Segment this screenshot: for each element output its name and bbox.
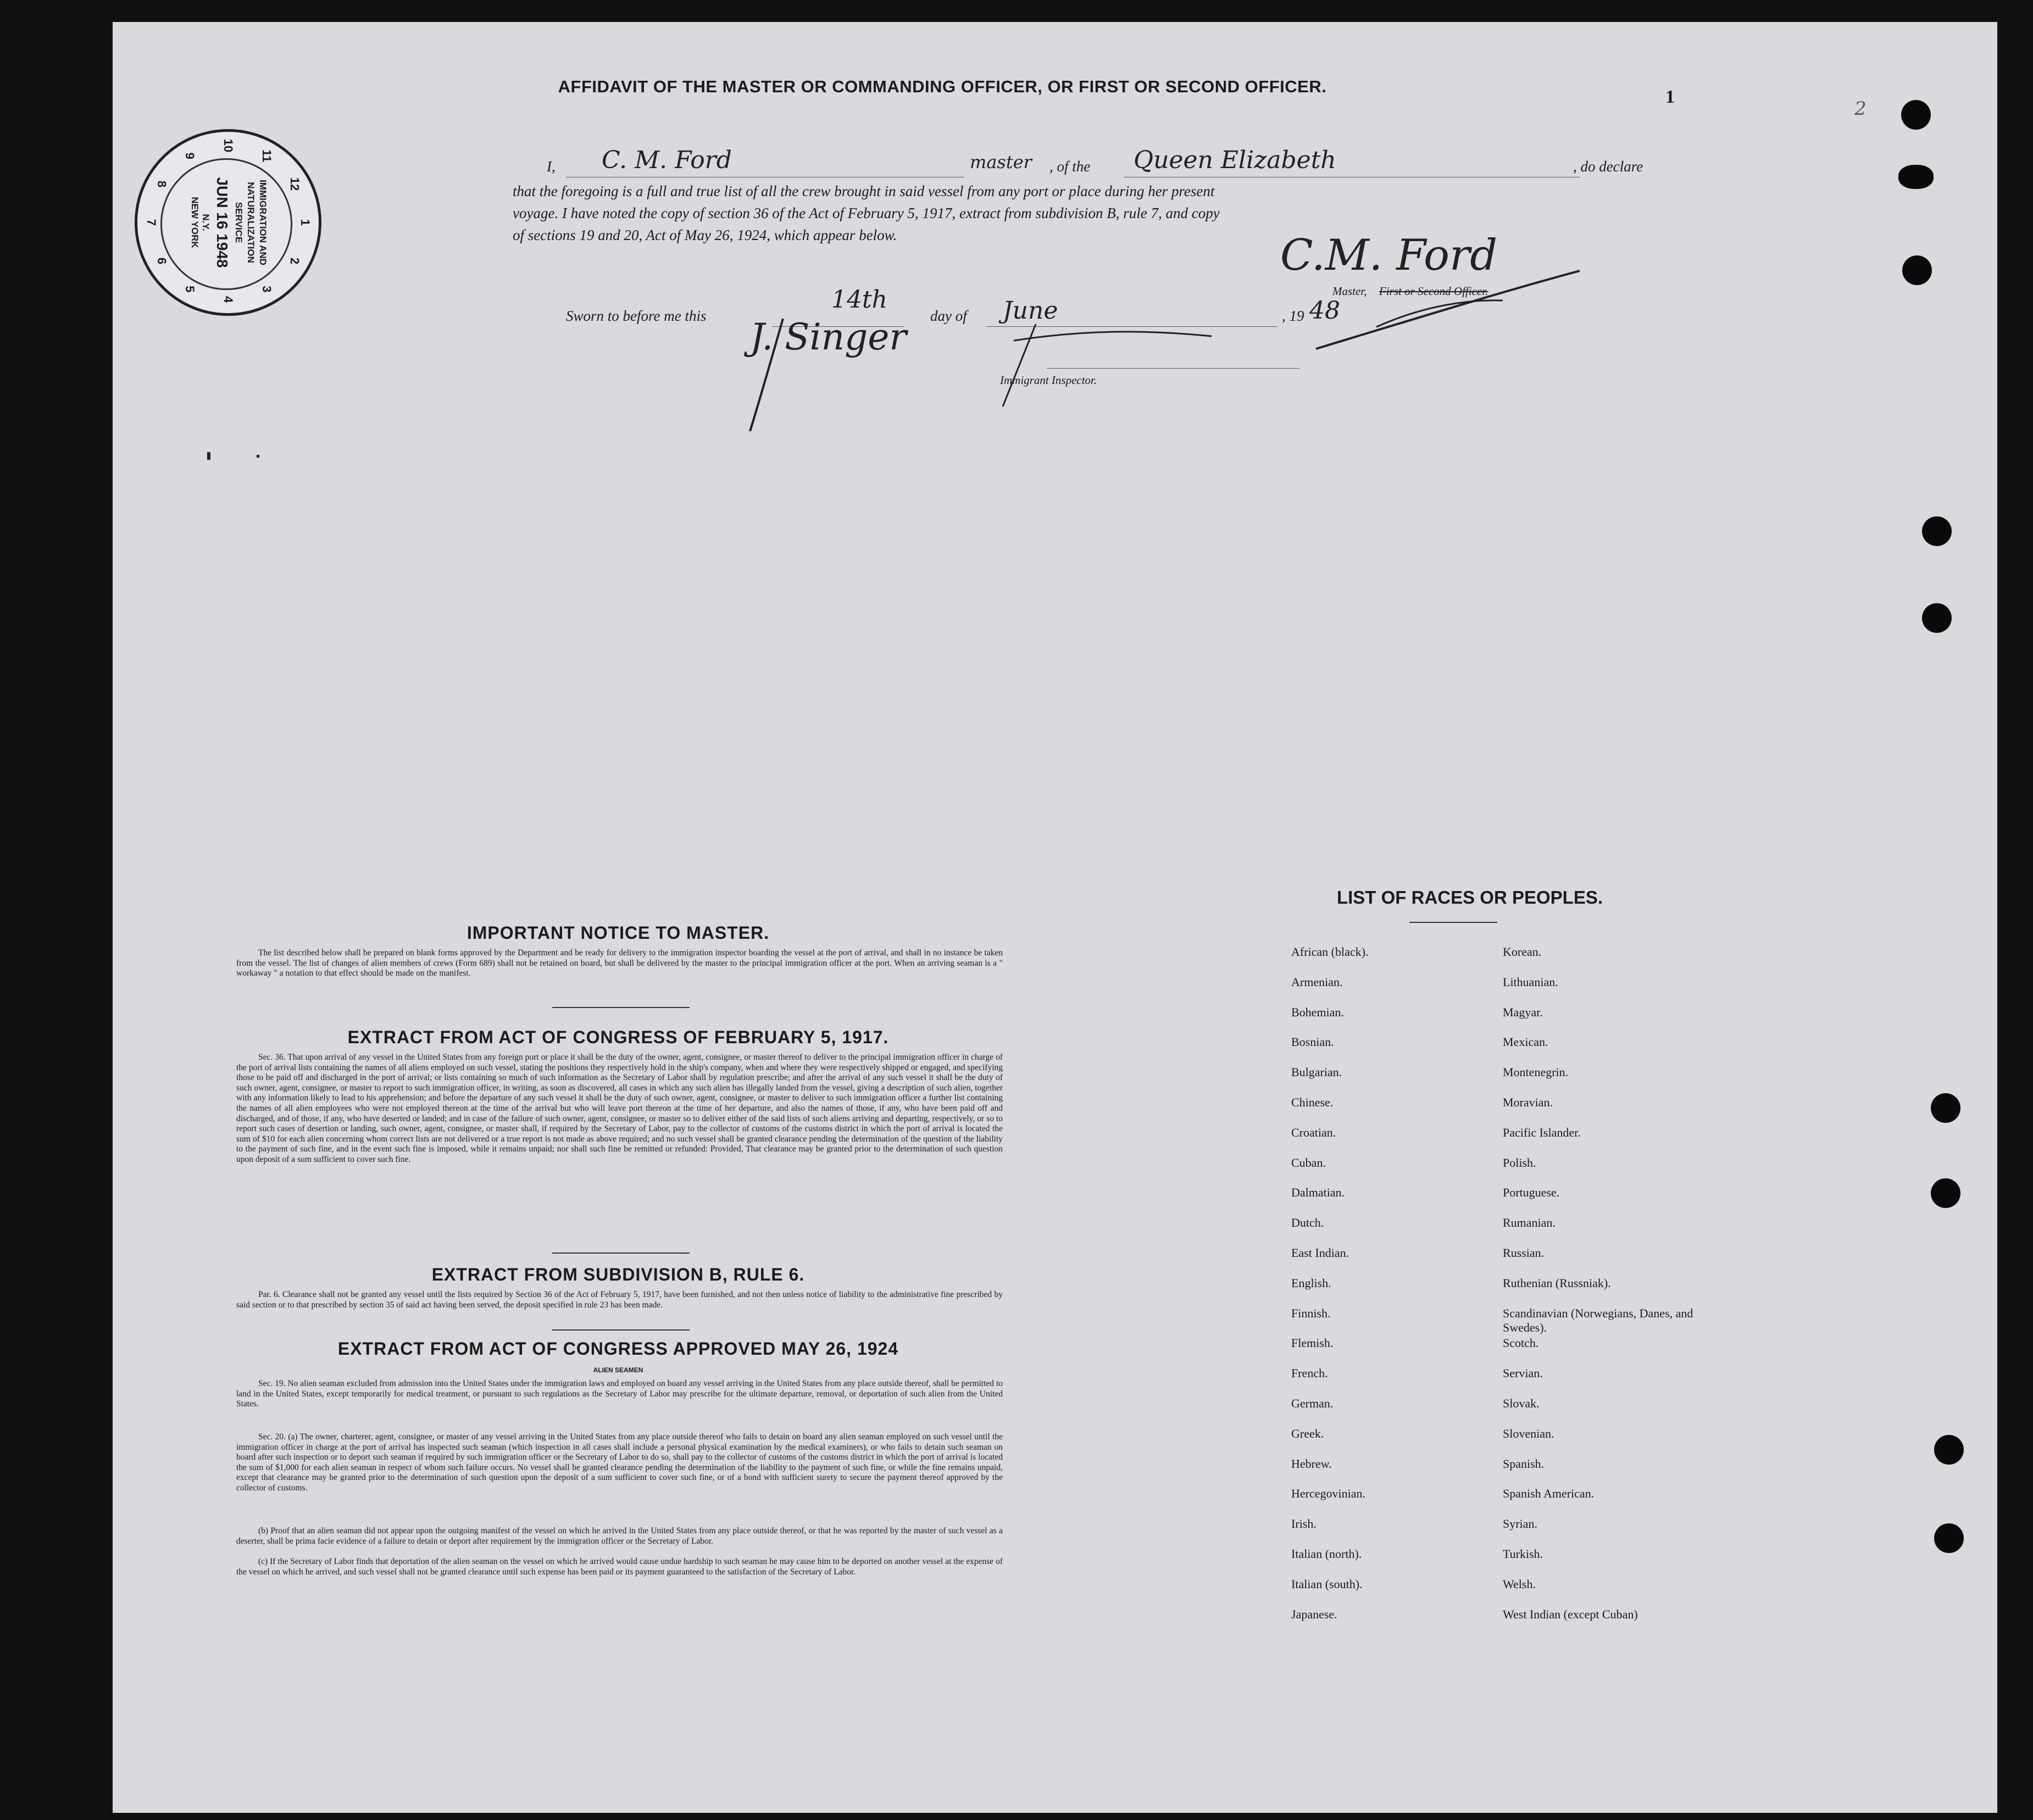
race-item: West Indian (except Cuban) xyxy=(1503,1607,1638,1621)
race-item: Rumanian. xyxy=(1503,1216,1556,1230)
document-page xyxy=(113,22,1997,1813)
race-item: Korean. xyxy=(1503,945,1542,959)
stamp-ring-number: 1 xyxy=(298,219,312,226)
race-item: Cuban. xyxy=(1291,1155,1326,1170)
stray-dot xyxy=(207,452,210,460)
stamp-line3: SERVICE xyxy=(234,202,244,243)
race-item: English. xyxy=(1291,1276,1331,1290)
punch-hole xyxy=(1898,165,1934,189)
stamp-ring-number: 12 xyxy=(288,177,302,191)
punch-hole xyxy=(1922,603,1952,633)
year-written: 48 xyxy=(1309,297,1340,325)
stamp-line5: NEW YORK xyxy=(190,197,200,248)
race-item: Syrian. xyxy=(1503,1517,1537,1531)
stamp-ring-number: 4 xyxy=(221,296,235,303)
inspector-caption: Immigrant Inspector. xyxy=(1000,374,1097,387)
stamp-ring-number: 5 xyxy=(183,286,197,293)
signature-caption-prefix: Master, xyxy=(1332,285,1367,298)
stamp-ring-number: 7 xyxy=(145,219,158,226)
notice-body: The list described below shall be prepared on blank forms approved by the Department and be ready for delivery to the immigration inspector boarding the vessel at the port of arrival, and shall in no instance be taken from the vessel. The list of changes of alien members of crews (Form 689) shall not be retained on board, but shall be delivered by the master to the principal immigration officer at the port. When an arriving seaman is a " workaway " a notation to that effect should be made on the manifest. xyxy=(236,948,1003,978)
extract3-subtitle: ALIEN SEAMEN xyxy=(593,1366,643,1374)
punch-hole xyxy=(1922,516,1952,546)
punch-hole xyxy=(1931,1093,1960,1123)
stamp-ring-number: 10 xyxy=(221,138,235,153)
race-item: Montenegrin. xyxy=(1503,1065,1569,1079)
extract1-title: EXTRACT FROM ACT OF CONGRESS OF FEBRUARY 5, 1917. xyxy=(347,1027,889,1047)
race-item: Bohemian. xyxy=(1291,1005,1344,1019)
notice-title: IMPORTANT NOTICE TO MASTER. xyxy=(466,923,770,943)
do-declare: , do declare xyxy=(1573,158,1643,175)
race-item: Mexican. xyxy=(1503,1035,1548,1049)
race-item: Japanese. xyxy=(1291,1607,1337,1621)
inspector-signature: J. Singer xyxy=(750,316,907,358)
race-item: Bulgarian. xyxy=(1291,1065,1342,1079)
race-item: Croatian. xyxy=(1291,1125,1336,1139)
punch-hole xyxy=(1931,1178,1960,1208)
divider xyxy=(552,1007,690,1008)
race-item: East Indian. xyxy=(1291,1246,1349,1260)
race-item: French. xyxy=(1291,1366,1328,1381)
race-item: Slovak. xyxy=(1503,1396,1540,1410)
signature-caption-struck: First or Second Officer. xyxy=(1379,285,1488,298)
corner-mark: 2 xyxy=(1854,98,1867,120)
affidavit-title: AFFIDAVIT OF THE MASTER OR COMMANDING OFFICER, OR FIRST OR SECOND OFFICER. xyxy=(558,77,1327,96)
race-item: Scandinavian (Norwegians, Danes, and Swedes). xyxy=(1503,1306,1693,1334)
race-item: Turkish. xyxy=(1503,1547,1543,1561)
race-item: Scotch. xyxy=(1503,1336,1539,1350)
immigration-stamp xyxy=(135,129,321,316)
affidavit-line3: voyage. I have noted the copy of section 36 of the Act of February 5, 1917, extract from subdivision B, rule 7, and copy xyxy=(513,205,1220,221)
master-signature: C.M. Ford xyxy=(1280,231,1498,280)
master-name: C. M. Ford xyxy=(602,146,732,174)
stamp-ring-number: 11 xyxy=(260,149,274,163)
race-item: Italian (south). xyxy=(1291,1577,1363,1591)
stamp-line4: N.Y. xyxy=(201,214,211,231)
stamp-line2: NATURALIZATION xyxy=(246,182,256,263)
extract3-sec20a: Sec. 20. (a) The owner, charterer, agent, consignee, or master of any vessel arriving in the United States from any place outside thereof who fails to detain on board any alien seaman employed on such vessel until the immigration officer in charge at the port of arrival has inspected such seaman (which inspection in all cases shall include a personal physical examination by the medical examiners), or who fails to detain such seaman on board after such inspection or to deport such seaman if required by such immigration officer or the Secretary of Labor to do so, shall pay to the collector of customs of the customs district in which the port of arrival is located the sum of $1,000 for each alien seaman in respect of whom such failure occurs. No vessel shall be granted clearance pending the determination of the liability to the payment of such fine, or while the fine remains unpaid, except that clearance may be granted prior to the determination of such question upon the deposit of a sum sufficient to cover such fine, or of a bond with sufficient surety to secure the payment thereof approved by the collector of customs. xyxy=(236,1432,1003,1493)
race-item: Dutch. xyxy=(1291,1216,1324,1230)
stray-dot xyxy=(257,455,259,458)
race-item: Moravian. xyxy=(1503,1095,1553,1109)
year-prefix: , 19 xyxy=(1282,308,1304,324)
stamp-ring-number: 3 xyxy=(260,286,274,293)
race-item: Spanish American. xyxy=(1503,1487,1595,1501)
extract3-sec20c: (c) If the Secretary of Labor finds that deportation of the alien seaman on the vessel on which he arrived would cause undue hardship to such seaman he may cause him to be deported on another vessel at the expense of the vessel on which he arrived, and such vessel shall not be granted clearance until such expense has been paid or its payment guaranteed to the satisfaction of the Secretary of Labor. xyxy=(236,1557,1003,1577)
race-item: Portuguese. xyxy=(1503,1185,1560,1200)
intro-i: I, xyxy=(547,158,556,175)
race-item: Welsh. xyxy=(1503,1577,1536,1591)
stamp-ring-number: 2 xyxy=(288,257,302,265)
signature-flourish xyxy=(1305,266,1585,354)
sworn-prefix: Sworn to before me this xyxy=(566,308,707,324)
stamp-line1: IMMIGRATION AND xyxy=(258,180,268,265)
rank-written: master xyxy=(970,152,1032,172)
race-item: Slovenian. xyxy=(1503,1426,1554,1440)
stamp-ring-number: 8 xyxy=(154,180,169,188)
race-item: Lithuanian. xyxy=(1503,975,1558,989)
race-item: Pacific Islander. xyxy=(1503,1125,1581,1139)
extract2-body: Par. 6. Clearance shall not be granted any vessel until the lists required by Section 36 of the Act of February 5, 1917, have been furnished, and not then unless notice of liability to the administrative fine prescribed by said section or to that prescribed by section 35 of said act having been served, the deposit specified in rule 23 has been made. xyxy=(236,1290,1003,1310)
punch-hole xyxy=(1934,1435,1964,1465)
extract2-title: EXTRACT FROM SUBDIVISION B, RULE 6. xyxy=(431,1265,805,1284)
vessel-name: Queen Elizabeth xyxy=(1134,146,1336,174)
affidavit-line4: of sections 19 and 20, Act of May 26, 1924, which appear below. xyxy=(513,227,897,243)
divider xyxy=(552,1253,690,1254)
of-the: , of the xyxy=(1049,158,1091,175)
extract3-sec19: Sec. 19. No alien seaman excluded from admission into the United States under the immigration laws and employed on board any vessel arriving in the United States from any place outside thereof, shall be permitted to land in the United States, except temporarily for medical treatment, or pursuant to such regulations as the Secretary of Labor may prescribe for the ultimate departure, removal, or deportation of such alien from the United States. xyxy=(236,1379,1003,1409)
race-item: Armenian. xyxy=(1291,975,1343,989)
race-item: African (black). xyxy=(1291,945,1369,959)
stamp-ring-number: 6 xyxy=(154,257,169,265)
race-item: German. xyxy=(1291,1396,1334,1410)
divider xyxy=(1409,922,1497,923)
race-item: Hebrew. xyxy=(1291,1456,1332,1471)
punch-hole xyxy=(1901,100,1931,130)
race-item: Ruthenian (Russniak). xyxy=(1503,1276,1611,1290)
race-item: Chinese. xyxy=(1291,1095,1334,1109)
extract3-sec20b: (b) Proof that an alien seaman did not appear upon the outgoing manifest of the vessel on which he arrived in the United States from any place outside thereof, or that he was reported by the master of such vessel as a deserter, shall be prima facie evidence of a failure to detain or deport after requirement by the immigration officer or the Secretary of Labor. xyxy=(236,1526,1003,1546)
race-item: Polish. xyxy=(1503,1155,1536,1170)
stamp-date: JUN 16 1948 xyxy=(214,177,231,268)
extract1-body: Sec. 36. That upon arrival of any vessel in the United States from any foreign port or place it shall be the duty of the owner, agent, consignee, or master thereof to deliver to the principal immigration officer in charge of the port of arrival lists containing the names of all aliens employed on such vessel, stating the positions they respectively hold in the ship's company, when and where they were respectively shipped or engaged, and specifying those to be paid off and discharged in the port of arrival; or lists containing so much of such information as the Secretary of Labor shall by regulation prescribe; and after the arrival of any such vessel it shall be the duty of such owner, agent, consignee, or master to report to such immigration officer, in writing, as soon as discovered, all cases in which any such alien has illegally landed from the vessel, giving a description of such alien, together with any information likely to lead to his apprehension; and before the departure of any such vessel it shall be the duty of such owner, agent, consignee, or master to deliver to such immigration officer a further list containing the names of all alien employees who were not employed thereon at the time of the arrival but who will leave port thereon at the time of her departure, and also the names of those, if any, who have been paid off and discharged, and of those, if any, who have deserted or landed; and in case of the failure of such owner, agent, consignee, or master so to deliver either of the said lists of such aliens arriving and departing, respectively, or so to report such cases of desertion or landing, such owner, agent, consignee, or master shall, if required by the Secretary of Labor, pay to the collector of customs of the customs district in which the port of arrival is located the sum of $10 for each alien concerning whom correct lists are not delivered or a true report is not made as above required; and no such vessel shall be granted clearance pending the determination of the question of the liability to the payment of such fine, and in the event such fine is imposed, while it remains unpaid; nor shall such fine be remitted or refunded: Provided, That clearance may be granted prior to the determination of such question upon deposit of a sum sufficient to cover such fine. xyxy=(236,1053,1003,1164)
race-item: Spanish. xyxy=(1503,1456,1545,1471)
divider xyxy=(552,1329,690,1331)
race-item: Flemish. xyxy=(1291,1336,1334,1350)
month-written: June xyxy=(1003,297,1058,325)
race-item: Hercegovinian. xyxy=(1291,1487,1365,1501)
punch-hole xyxy=(1902,255,1932,285)
day-of: day of xyxy=(930,308,967,324)
race-item: Finnish. xyxy=(1291,1306,1331,1320)
punch-hole xyxy=(1934,1523,1964,1553)
affidavit-line2: that the foregoing is a full and true list of all the crew brought in said vessel from any port or place during her present xyxy=(513,183,1215,199)
race-item: Italian (north). xyxy=(1291,1547,1362,1561)
race-item: Servian. xyxy=(1503,1366,1543,1381)
page-number: 1 xyxy=(1665,87,1675,107)
day-written: 14th xyxy=(831,286,888,314)
extract3-title: EXTRACT FROM ACT OF CONGRESS APPROVED MAY 26, 1924 xyxy=(337,1339,899,1359)
race-item: Magyar. xyxy=(1503,1005,1543,1019)
race-item: Greek. xyxy=(1291,1426,1324,1440)
stamp-ring-number: 9 xyxy=(183,152,197,159)
race-item: Irish. xyxy=(1291,1517,1317,1531)
race-item: Dalmatian. xyxy=(1291,1185,1345,1200)
races-title: LIST OF RACES OR PEOPLES. xyxy=(1336,887,1603,908)
race-item: Bosnian. xyxy=(1291,1035,1334,1049)
race-item: Russian. xyxy=(1503,1246,1545,1260)
